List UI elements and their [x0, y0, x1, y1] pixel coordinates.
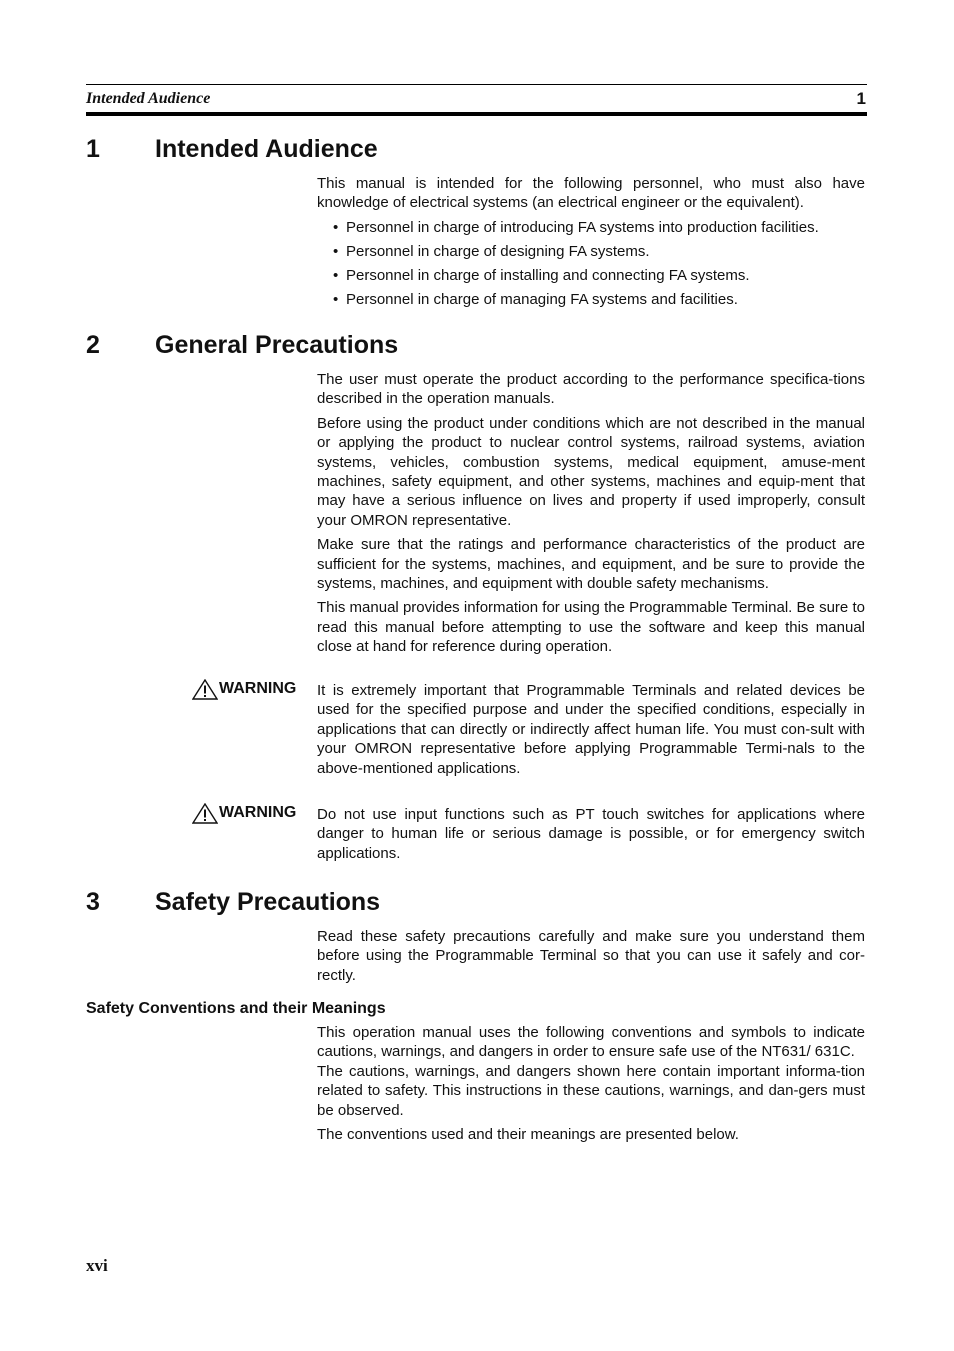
paragraph: This manual provides information for using the Programmable Terminal. Be sure to read this manual before attempting to use the software and keep this manual close at hand for reference during operation.	[317, 599, 865, 656]
paragraph: Read these safety precautions carefully and make sure you understand them before using the Programmable Terminal so that you can use it safely and cor-rectly.	[317, 928, 865, 984]
section-number: 2	[86, 331, 100, 359]
section-heading-2	[86, 330, 398, 360]
warning-triangle-icon	[192, 679, 218, 700]
subsection-body	[317, 1023, 865, 1149]
warning-triangle-icon	[192, 803, 218, 824]
list-item: • Personnel in charge of managing FA systems and facilities.	[317, 290, 865, 309]
paragraph: The conventions used and their meanings are presented below.	[317, 1126, 739, 1144]
section-heading-3	[86, 887, 380, 917]
running-header-section: 1	[856, 89, 866, 108]
paragraph: It is extremely important that Programmable Terminals and related devices be used for the specified purpose and under the specified conditions, especially in applications that can directly or indirectly affect human life. You must con-sult with your OMRON representative before applying Programmable Termi-nals to the above-mentioned applications.	[317, 682, 865, 777]
section-number: 3	[86, 888, 100, 916]
section-title: Intended Audience	[155, 135, 378, 163]
paragraph: The user must operate the product according to the performance specifica-tions described in the operation manuals.	[317, 371, 865, 408]
section-title: Safety Precautions	[155, 888, 381, 916]
audience-list	[317, 218, 865, 309]
section-3-intro	[317, 927, 865, 985]
paragraph: This manual is intended for the following personnel, who must also have knowledge of electrical systems (an electrical engineer or the equivalent).	[317, 175, 865, 212]
paragraph: This operation manual uses the following conventions and symbols to indicate cautions, warnings, and dangers in order to ensure safe use of the NT631/ 631C.	[317, 1024, 865, 1061]
section-number: 1	[86, 135, 100, 163]
paragraph: The cautions, warnings, and dangers shown here contain important informa-tion related to safety. This instructions in these cautions, warnings, and dan-gers must be observed.	[317, 1062, 865, 1119]
section-2-body	[317, 370, 865, 662]
paragraph: Make sure that the ratings and performance characteristics of the product are sufficient for the systems, machines, and equipment, and be sure to provide the systems, machines, and equipment with double safety mechanisms.	[317, 536, 865, 593]
section-1-body	[317, 174, 865, 314]
header-rule	[86, 84, 867, 85]
list-item: • Personnel in charge of installing and connecting FA systems.	[317, 266, 865, 285]
warning-label	[190, 803, 306, 825]
warning-text-2	[317, 805, 865, 863]
warning-text-1	[317, 681, 865, 778]
header-thick-rule	[86, 112, 867, 116]
warning-label	[190, 679, 306, 701]
warning-label-text: WARNING	[219, 804, 297, 821]
paragraph: Before using the product under conditions which are not described in the manual or applying the product to nuclear control systems, railroad systems, aviation systems, vehicles, combustion systems, medical equipment, amuse-ment machines, safety equipment, and other systems, machines and equip-ment that may have a serious influence on lives and property if used improperly, consult your OMRON representative.	[317, 414, 865, 529]
page-number: xvi	[86, 1256, 108, 1275]
list-item: • Personnel in charge of introducing FA systems into production facilities.	[317, 218, 865, 237]
running-header-title: Intended Audience	[86, 90, 211, 107]
subsection-heading: Safety Conventions and their Meanings	[86, 1000, 386, 1017]
warning-label-text: WARNING	[219, 680, 297, 697]
section-title: General Precautions	[155, 331, 399, 359]
paragraph: Do not use input functions such as PT touch switches for applications where danger to human life or serious damage is possible, or for emergency switch applications.	[317, 806, 865, 862]
section-heading-1	[86, 134, 378, 164]
list-item: • Personnel in charge of designing FA systems.	[317, 242, 865, 261]
